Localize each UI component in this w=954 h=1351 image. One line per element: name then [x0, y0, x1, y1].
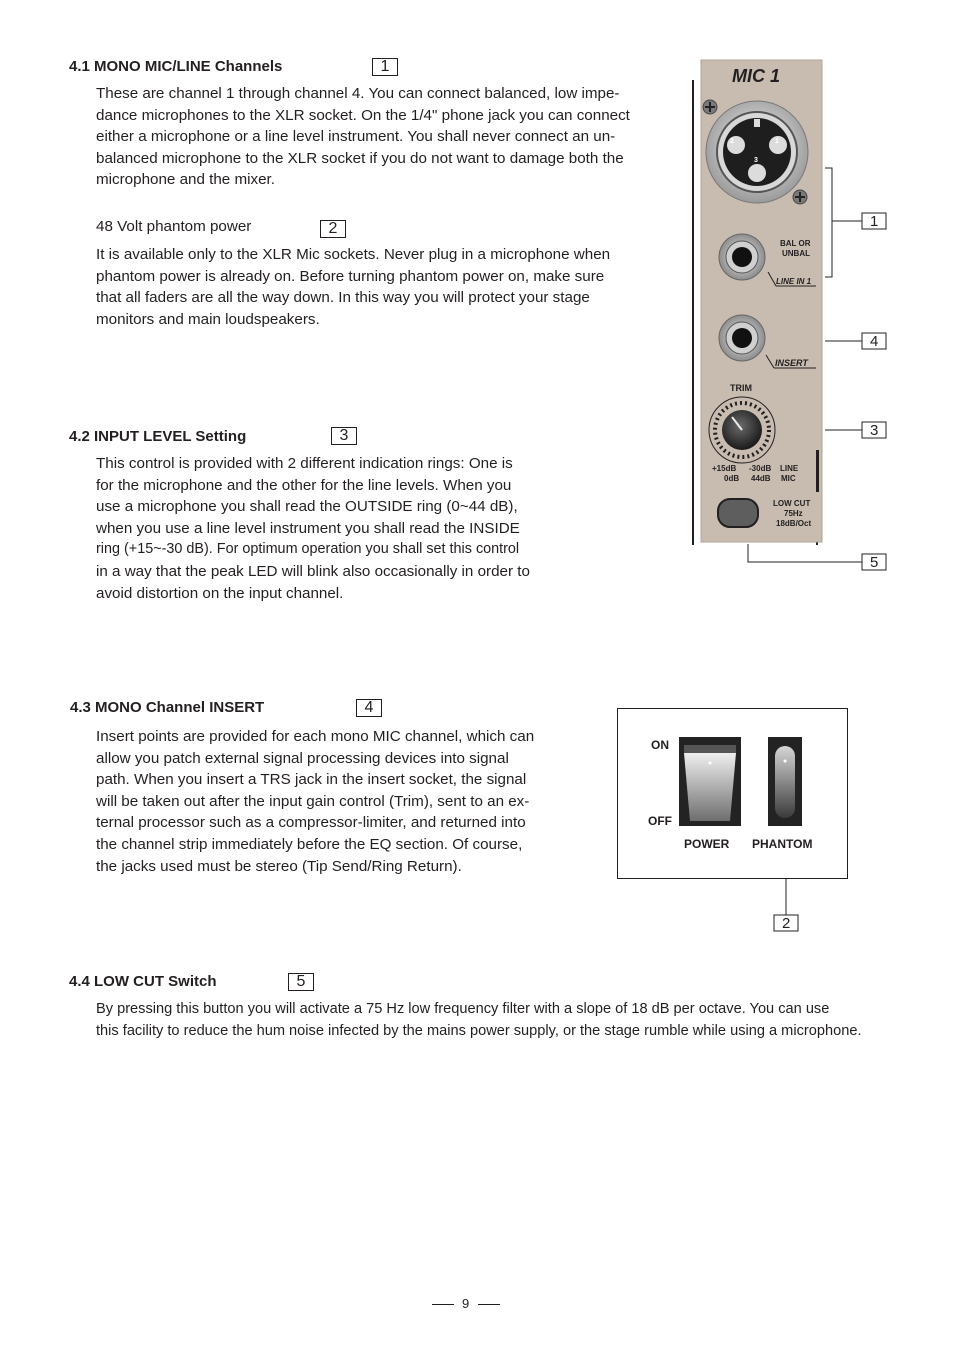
- phantom-switch-icon: [768, 737, 802, 826]
- ring-label: LINE: [780, 464, 799, 473]
- page-number-rule: [432, 1304, 454, 1305]
- section-4-3-heading: 4.3 MONO Channel INSERT: [70, 699, 265, 716]
- text-line: By pressing this button you will activate a 75 Hz low frequency filter with a slope of 18 dB per octave. You can use: [96, 1001, 830, 1017]
- xlr-pin-label: 1: [775, 138, 779, 145]
- line-in-jack-icon: [719, 234, 765, 280]
- off-label: OFF: [648, 814, 672, 828]
- section-4-1-heading: 4.1 MONO MIC/LINE Channels: [69, 58, 283, 75]
- text-line: either a microphone or a line level instrument. You shall never connect an un-: [96, 128, 616, 146]
- insert-jack-icon: [719, 315, 765, 361]
- ring-label: MIC: [781, 474, 796, 483]
- channel-strip-figure: [680, 55, 920, 585]
- unbal-label: UNBAL: [782, 249, 810, 258]
- bal-label: BAL OR: [780, 239, 811, 248]
- text-line: phantom power is already on. Before turning phantom power on, make sure: [96, 267, 605, 285]
- lowcut-label: 18dB/Oct: [776, 519, 812, 528]
- trim-label: TRIM: [730, 383, 752, 393]
- ring-label: +15dB: [712, 464, 737, 473]
- xlr-pin-label: 3: [754, 157, 758, 164]
- text-line: ternal processor such as a compressor-limiter, and returned into: [96, 814, 526, 832]
- lowcut-label: 75Hz: [784, 509, 803, 518]
- section-4-4-heading: 4.4 LOW CUT Switch: [69, 973, 217, 990]
- page-number-rule: [478, 1304, 500, 1305]
- switch-panel-figure: [612, 703, 857, 938]
- text-line: this facility to reduce the hum noise infected by the mains power supply, or the stage rumble while using a microphone.: [96, 1022, 862, 1039]
- text-line: This control is provided with 2 different indication rings: One is: [96, 455, 513, 472]
- on-label: ON: [651, 738, 669, 752]
- xlr-socket-icon: [706, 101, 808, 203]
- screw-icon: [793, 190, 807, 204]
- xlr-pin-label: 2: [730, 138, 734, 145]
- text-line: will be taken out after the input gain control (Trim), sent to an ex-: [96, 792, 530, 810]
- low-cut-button: [718, 499, 758, 527]
- channel-title: MIC 1: [732, 66, 781, 86]
- power-label: POWER: [684, 837, 730, 851]
- text-line: use a microphone you shall read the OUTSIDE ring (0~44 dB),: [96, 498, 518, 516]
- text-line: when you use a line level instrument you shall read the INSIDE: [96, 519, 520, 537]
- section-4-2-heading: 4.2 INPUT LEVEL Setting: [69, 428, 247, 445]
- phantom-heading: 48 Volt phantom power: [96, 218, 252, 235]
- insert-label: INSERT: [775, 358, 808, 368]
- ref-box-2: 2: [320, 220, 346, 238]
- page-number: 9: [462, 1296, 470, 1311]
- text-line: path. When you insert a TRS jack in the insert socket, the signal: [96, 771, 527, 789]
- lowcut-label: LOW CUT: [773, 499, 811, 508]
- screw-icon: [703, 100, 717, 114]
- text-line: avoid distortion on the input channel.: [96, 584, 344, 602]
- ring-label: 0dB: [724, 474, 740, 483]
- callout-3: 3: [870, 422, 879, 439]
- callout-5: 5: [870, 554, 879, 571]
- ref-box-5: 5: [288, 973, 314, 991]
- section-4-1-body: [96, 83, 636, 191]
- text-line: ring (+15~-30 dB). For optimum operation you shall set this control: [96, 541, 520, 558]
- text-line: in a way that the peak LED will blink also occasionally in order to: [96, 562, 530, 580]
- section-4-3-body: [96, 726, 556, 877]
- text-line: monitors and main loudspeakers.: [96, 310, 320, 328]
- callout-4: 4: [870, 333, 879, 350]
- section-4-4-body: [96, 999, 896, 1042]
- ring-label: -30dB: [749, 464, 772, 473]
- text-line: that all faders are all the way down. In this way you will protect your stage: [96, 289, 590, 307]
- ring-label: 44dB: [751, 474, 771, 483]
- phantom-body: [96, 244, 636, 330]
- text-line: for the microphone and the other for the line levels. When you: [96, 476, 512, 494]
- ref-box-1: 1: [372, 58, 398, 76]
- text-line: allow you patch external signal processing devices into signal: [96, 749, 509, 767]
- ref-box-4: 4: [356, 699, 382, 717]
- text-line: the channel strip immediately before the EQ section. Of course,: [96, 835, 523, 853]
- line-in-label: LINE IN 1: [776, 277, 812, 286]
- text-line: These are channel 1 through channel 4. You can connect balanced, low impe-: [96, 85, 620, 102]
- text-line: microphone and the mixer.: [96, 171, 275, 189]
- text-line: Insert points are provided for each mono MIC channel, which can: [96, 728, 535, 745]
- power-switch-icon: [679, 737, 741, 826]
- text-line: It is available only to the XLR Mic sockets. Never plug in a microphone when: [96, 246, 611, 263]
- phantom-label: PHANTOM: [752, 837, 813, 851]
- text-line: the jacks used must be stereo (Tip Send/Ring Return).: [96, 857, 462, 875]
- text-line: balanced microphone to the XLR socket if you do not want to damage both the: [96, 149, 624, 167]
- section-4-2-body: [96, 453, 556, 604]
- callout-1: 1: [870, 213, 879, 230]
- callout-2: 2: [782, 915, 791, 932]
- ref-box-3: 3: [331, 427, 357, 445]
- text-line: dance microphones to the XLR socket. On the 1/4" phone jack you can connect: [96, 106, 630, 124]
